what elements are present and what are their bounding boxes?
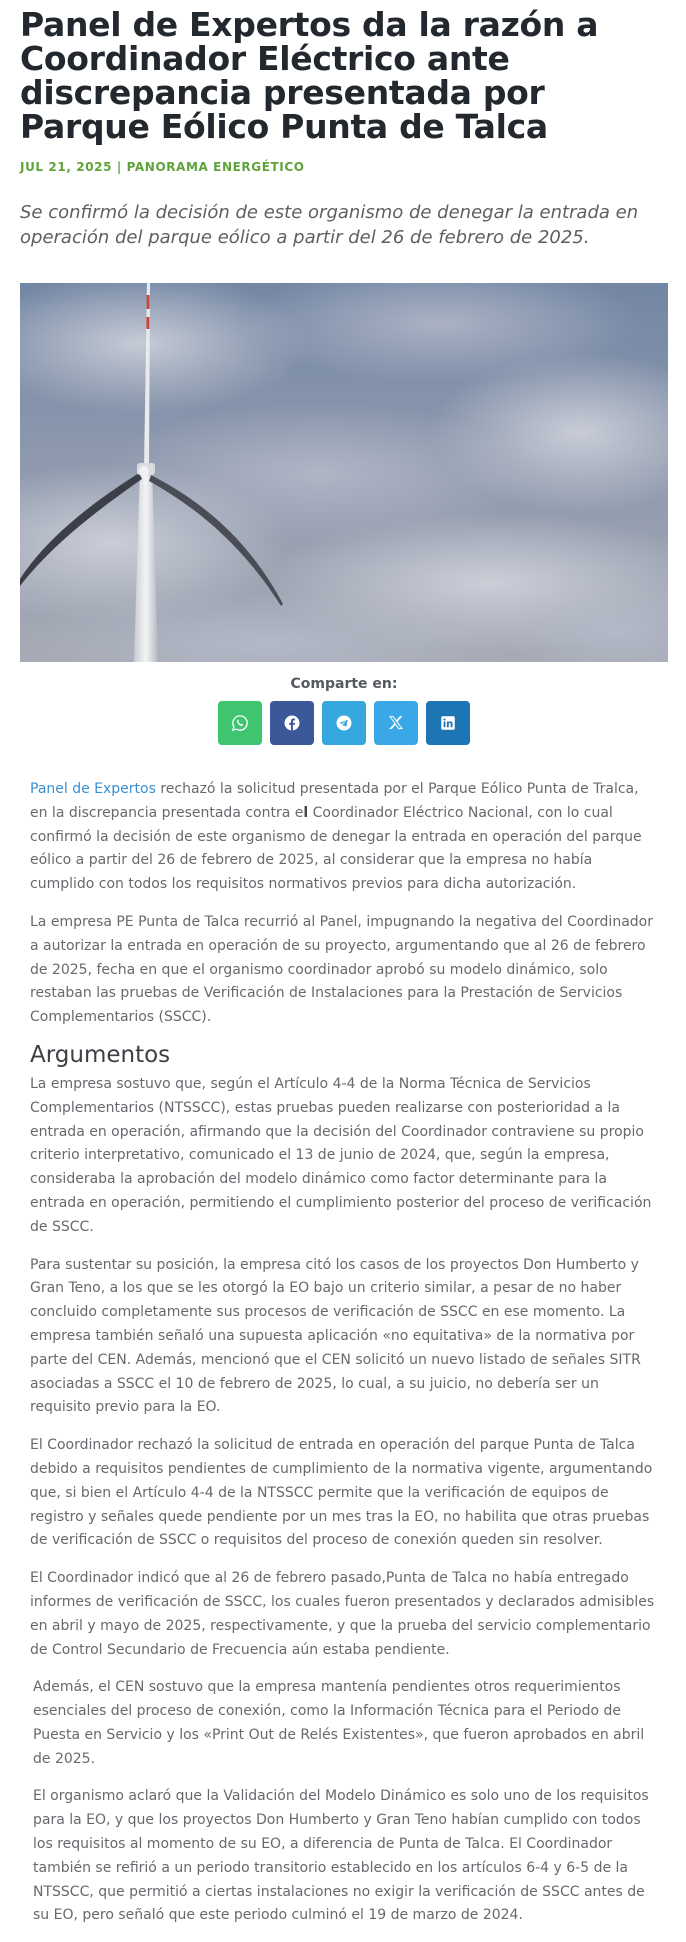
telegram-icon bbox=[335, 714, 353, 732]
paragraph: El Coordinador indicó que al 26 de febrero pasado,Punta de Talca no había entregado informes de verificación de SSCC, los cuales fueron presentados y declarados admisibles en abril y mayo de 2025, respectivamente, y que la prueba del servicio complementario de Control Secundario de Frecuencia aún estaba pendiente. bbox=[30, 1570, 655, 1658]
whatsapp-icon bbox=[231, 714, 249, 732]
paragraph: El Coordinador rechazó la solicitud de entrada en operación del parque Punta de Talca debido a requisitos pendientes de cumplimiento de la normativa vigente, argumentando que, si bien el Artículo 4-4 de la NTSSCC permite que la verificación de equipos de registro y señales quede pendiente por un mes tras la EO, no habilita que otras pruebas de verificación de SSCC o requisitos del proceso de conexión queden sin resolver. bbox=[30, 1437, 653, 1549]
share-telegram-button[interactable] bbox=[322, 701, 366, 745]
paragraph: La empresa sostuvo que, según el Artículo 4-4 de la Norma Técnica de Servicios Complementarios (NTSSCC), estas pruebas pueden realizarse con posterioridad a la entrada en operación, afirmando que la decisión del Coordinador contraviene su propio criterio interpretativo, comunicado el 13 de junio de 2024, que, según la empresa, consideraba la aprobación del modelo dinámico como factor determinante para la entrada en operación, permitiendo el cumplimiento posterior del proceso de verificación de SSCC. bbox=[30, 1075, 652, 1235]
share-linkedin-button[interactable] bbox=[426, 701, 470, 745]
hero-image bbox=[20, 283, 668, 662]
share-whatsapp-button[interactable] bbox=[218, 701, 262, 745]
paragraph: Panel de Expertos rechazó la solicitud presentada por el Parque Eólico Punta de Tralca, en la discrepancia presentada contra el Coordinador Eléctrico Nacional, con lo cual confirmó la decisión de este organismo de denegar la entrada en operación del parque eólico a partir del 26 de febrero de 2025, al considerar que la empresa no había cumplido con todos los requisitos normativos previos para dicha autorización. bbox=[30, 781, 642, 893]
share-section bbox=[20, 676, 668, 745]
share-facebook-button[interactable] bbox=[270, 701, 314, 745]
turbine-hub bbox=[139, 466, 149, 476]
paragraph: La empresa PE Punta de Talca recurrió al Panel, impugnando la negativa del Coordinador a autorizar la entrada en operación de su proyecto, argumentando que al 26 de febrero de 2025, fecha en que el organismo coordinador aprobó su modelo dinámico, solo restaban las pruebas de Verificación de Instalaciones para la Prestación de Servicios Complementarios (SSCC). bbox=[30, 913, 653, 1026]
linkedin-icon bbox=[439, 714, 457, 732]
share-x-button[interactable] bbox=[374, 701, 418, 745]
article-body bbox=[30, 778, 660, 1942]
blade-red-stripe bbox=[146, 317, 149, 329]
paragraph: El organismo aclaró que la Validación del Modelo Dinámico es solo uno de los requisitos para la EO, y que los proyectos Don Humberto y Gran Teno habían cumplido con todos los requisitos al momento de su EO, a diferencia de Punta de Talca. El Coordinador también se refirió a un periodo transitorio establecido en los artículos 6-4 y 6-5 de la NTSSCC, que permitió a ciertas instalaciones no exigir la verificación de SSCC antes de su EO, pero señaló que este periodo culminó el 19 de marzo de 2024. bbox=[33, 1788, 649, 1924]
article-title: Panel de Expertos da la razón a Coordinador Eléctrico ante discrepancia presentada por Parque Eólico Punta de Talca bbox=[20, 5, 599, 146]
share-buttons bbox=[20, 701, 668, 745]
share-label: Comparte en: bbox=[290, 676, 398, 692]
section-heading: Argumentos bbox=[30, 1041, 171, 1068]
article-date: JUL 21, 2025 bbox=[20, 160, 113, 174]
meta-separator: | bbox=[116, 160, 122, 174]
paragraph: Además, el CEN sostuvo que la empresa mantenía pendientes otros requerimientos esenciales del proceso de conexión, como la Información Técnica para el Periodo de Puesta en Servicio y los «Print Out de Relés Existentes», que fueron aprobados en abril de 2025. bbox=[33, 1679, 645, 1767]
paragraph: Para sustentar su posición, la empresa citó los casos de los proyectos Don Humberto y Gran Teno, a los que se les otorgó la EO bajo un criterio similar, a pesar de no haber concluido completamente sus procesos de verificación de SSCC en ese momento. La empresa también señaló una supuesta aplicación «no equitativa» de la normativa por parte del CEN. Además, mencionó que el CEN solicitó un nuevo listado de señales SITR asociadas a SSCC el 10 de febrero de 2025, lo cual, a su juicio, no debería ser un requisito previo para la EO. bbox=[30, 1256, 641, 1416]
article-lede: Se confirmó la decisión de este organismo de denegar la entrada en operación del parque eólico a partir del 26 de febrero de 2025. bbox=[20, 202, 639, 248]
facebook-icon bbox=[283, 714, 301, 732]
blade-red-stripe bbox=[147, 295, 150, 309]
panel-expertos-link[interactable]: Panel de Expertos bbox=[30, 781, 156, 797]
x-icon bbox=[387, 714, 405, 732]
article-meta bbox=[20, 160, 668, 174]
article-category[interactable]: PANORAMA ENERGÉTICO bbox=[126, 160, 305, 174]
article-header bbox=[20, 0, 668, 250]
